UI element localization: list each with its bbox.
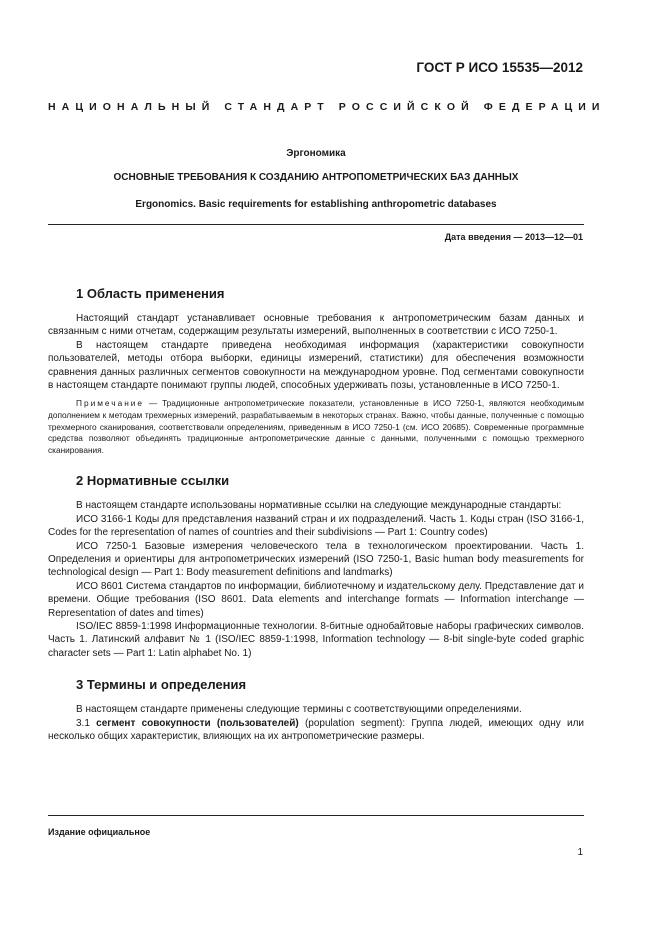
page-number: 1 <box>577 847 583 858</box>
document-title-ru: ОСНОВНЫЕ ТРЕБОВАНИЯ К СОЗДАНИЮ АНТРОПОМЕТРИЧЕСКИХ БАЗ ДАННЫХ <box>113 172 519 183</box>
term-definition-text: (population segment): Группа людей, имеющих одну или несколько общих характеристик, влияющих на их антропометрические размеры. <box>48 717 584 743</box>
section-1-heading: 1 Область применения <box>76 286 225 301</box>
section-1-paragraph: В настоящем стандарте приведена необходимая информация (характеристики совокупности пользователей, методы отбора выборки, единицы измерений, статистики) для обеспечения возможности сравнения данных различных сегментов совокупности на международном уровне. Под сегментами совокупности в настоящем стандарте понимают группы людей, способных удерживать позы, установленные в ИСО 7250-1. <box>48 339 584 392</box>
official-edition-label: Издание официальное <box>48 827 151 837</box>
section-3 <box>48 677 584 743</box>
normative-reference: ISO/IEC 8859-1:1998 Информационные технологии. 8-битные однобайтовые наборы графических символов. Часть 1. Латинский алфавит № 1 (ISO/IEC 8859-1:1998, Information technology — 8-bit single-byte coded graphic character sets — Part 1: Latin alphabet No. 1) <box>48 621 584 659</box>
document-body <box>48 286 584 744</box>
note-label: Примечание <box>76 398 145 409</box>
section-2-paragraph: В настоящем стандарте использованы нормативные ссылки на следующие международные стандарты: <box>76 500 562 512</box>
standard-code: ГОСТ Р ИСО 15535—2012 <box>416 60 583 75</box>
document-title-en: Ergonomics. Basic requirements for establishing anthropometric databases <box>135 199 497 210</box>
national-standard-heading: НАЦИОНАЛЬНЫЙ СТАНДАРТ РОССИЙСКОЙ ФЕДЕРАЦИИ <box>48 101 606 113</box>
normative-reference: ИСО 3166-1 Коды для представления названий стран и их подразделений. Часть 1. Коды стран (ISO 3166-1, Codes for the representation of names of countries and their subdivisions — Part 1: Country codes) <box>48 513 584 539</box>
section-2-heading: 2 Нормативные ссылки <box>76 473 230 489</box>
introduction-date: Дата введения — 2013—12—01 <box>444 232 583 242</box>
normative-reference: ИСО 8601 Система стандартов по информации, библиотечному и издательскому делу. Представление дат и времени. Общие требования (ISO 8601. Data elements and interchange formats — Information interchange — Representation of dates and times) <box>48 580 584 619</box>
section-1-note <box>48 398 584 456</box>
section-3-heading: 3 Термины и определения <box>76 677 247 693</box>
section-3-paragraph: В настоящем стандарте применены следующие термины с соответствующими определениями. <box>76 704 522 716</box>
section-2 <box>48 473 584 660</box>
top-divider <box>48 224 584 225</box>
subject-title: Эргономика <box>286 148 346 159</box>
note-text: — Традиционные антропометрические показатели, установленные в ИСО 7250-1, являются необходимым дополнением к методам трехмерных измерений, разрабатываемым в некоторых странах. Важно, чтобы данные, полученные с помощью трехмерного сканирования, соответствовали определениям, приведенным в ИСО 7250-1 (см. ИСО 20685). Современные программные средства позволяют объединять традиционные антропометрические данные с данными, полученными с помощью трехмерного сканирования. <box>48 398 584 455</box>
section-1-paragraph: Настоящий стандарт устанавливает основные требования к антропометрическим базам данных и связанным с ними отчетам, содержащим результаты измерений, выполненных в соответствии с ИСО 7250-1. <box>48 313 584 338</box>
term-definition <box>48 717 584 744</box>
term-name: сегмент совокупности (пользователей) <box>96 717 299 729</box>
normative-reference: ИСО 7250-1 Базовые измерения человеческого тела в технологическом проектировании. Часть 1. Определения и ориентиры для антропометрических измерений (ISO 7250-1, Basic human body measurements for technological design — Part 1: Body measurement definitions and landmarks) <box>48 540 584 579</box>
bottom-divider <box>48 815 584 816</box>
term-number: 3.1 <box>76 717 90 729</box>
